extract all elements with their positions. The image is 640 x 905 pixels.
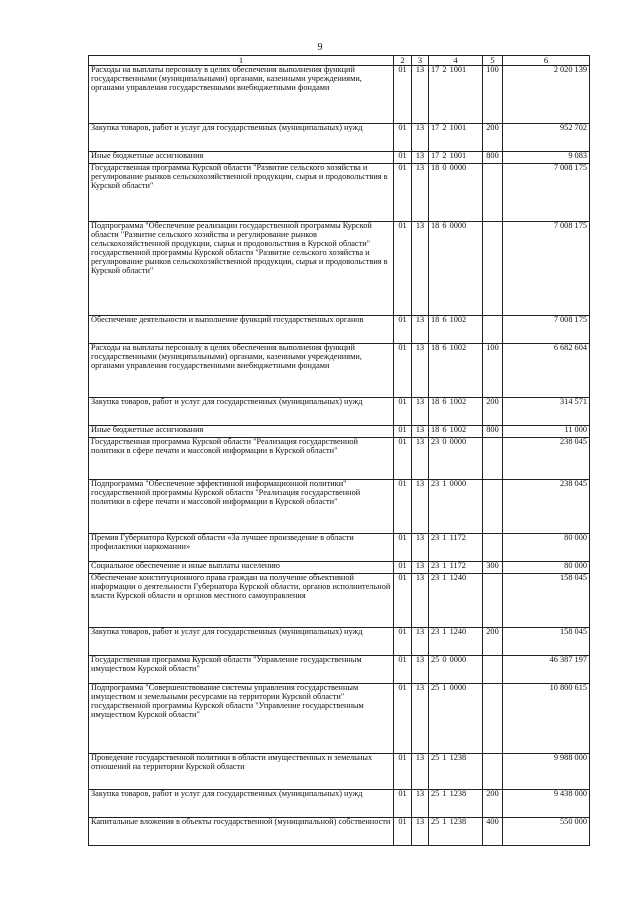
row-amount: 952 702 [503, 124, 590, 152]
row-expense-type [483, 656, 503, 684]
row-name: Государственная программа Курской области "Реализация государственной политики в сфере печати и массовой информации в Курской области" [89, 438, 394, 480]
column-header-2: 2 [394, 56, 412, 66]
row-amount: 7 008 175 [503, 164, 590, 222]
row-section: 01 [394, 152, 412, 164]
row-expense-type [483, 316, 503, 344]
table-row [89, 222, 590, 316]
row-expense-type [483, 164, 503, 222]
row-subsection: 13 [412, 628, 429, 656]
row-name: Иные бюджетные ассигнования [89, 426, 394, 438]
row-section: 01 [394, 656, 412, 684]
row-name: Закупка товаров, работ и услуг для государственных (муниципальных) нужд [89, 124, 394, 152]
row-name: Проведение государственной политики в области имущественных и земельных отношений на территории Курской области [89, 754, 394, 790]
row-amount: 314 571 [503, 398, 590, 426]
row-amount: 550 000 [503, 818, 590, 846]
row-subsection: 13 [412, 398, 429, 426]
row-amount: 2 020 139 [503, 66, 590, 124]
row-target-article: 17 2 1001 [429, 66, 483, 124]
row-amount: 238 045 [503, 438, 590, 480]
row-target-article: 25 0 0000 [429, 656, 483, 684]
row-name: Обеспечение деятельности и выполнение функций государственных органов [89, 316, 394, 344]
row-target-article: 18 6 1002 [429, 316, 483, 344]
row-section: 01 [394, 684, 412, 754]
row-subsection: 13 [412, 656, 429, 684]
row-target-article: 17 2 1001 [429, 124, 483, 152]
row-target-article: 18 6 1002 [429, 426, 483, 438]
table-row [89, 344, 590, 398]
row-section: 01 [394, 818, 412, 846]
row-amount: 158 045 [503, 574, 590, 628]
row-name: Закупка товаров, работ и услуг для государственных (муниципальных) нужд [89, 398, 394, 426]
row-section: 01 [394, 398, 412, 426]
row-amount: 7 008 175 [503, 222, 590, 316]
row-section: 01 [394, 124, 412, 152]
row-name: Капитальные вложения в объекты государственной (муниципальной) собственности [89, 818, 394, 846]
table-row [89, 124, 590, 152]
row-name: Закупка товаров, работ и услуг для государственных (муниципальных) нужд [89, 790, 394, 818]
table-row [89, 398, 590, 426]
row-expense-type: 200 [483, 398, 503, 426]
row-name: Закупка товаров, работ и услуг для государственных (муниципальных) нужд [89, 628, 394, 656]
row-target-article: 18 6 0000 [429, 222, 483, 316]
row-expense-type: 100 [483, 344, 503, 398]
row-target-article: 23 0 0000 [429, 438, 483, 480]
column-header-4: 4 [429, 56, 483, 66]
row-amount: 9 438 000 [503, 790, 590, 818]
row-expense-type [483, 534, 503, 562]
column-header-5: 5 [483, 56, 503, 66]
row-name: Премия Губернатора Курской области «За лучшее произведение в области профилактики наркомании» [89, 534, 394, 562]
row-section: 01 [394, 344, 412, 398]
table-row [89, 66, 590, 124]
row-target-article: 23 1 0000 [429, 480, 483, 534]
row-name: Расходы на выплаты персоналу в целях обеспечения выполнения функций государственными (муниципальными) органами, казенными учреждениями, органами управления государственными внебюджетными фондами [89, 66, 394, 124]
row-section: 01 [394, 316, 412, 344]
row-name: Социальное обеспечение и иные выплаты населению [89, 562, 394, 574]
row-expense-type: 400 [483, 818, 503, 846]
row-subsection: 13 [412, 344, 429, 398]
row-target-article: 18 6 1002 [429, 398, 483, 426]
row-expense-type: 100 [483, 66, 503, 124]
row-target-article: 18 0 0000 [429, 164, 483, 222]
table-row [89, 426, 590, 438]
table-header-row [89, 56, 590, 66]
row-expense-type [483, 574, 503, 628]
row-name: Обеспечение конституционного права граждан на получение объективной информации о деятельности Губернатора Курской области, органов исполнительной власти Курской области и органов местного самоуправления [89, 574, 394, 628]
row-section: 01 [394, 164, 412, 222]
row-name: Подпрограмма "Обеспечение эффективной информационной политики" государственной программы Курской области "Реализация государственной политики в сфере печати и массовой информации в Курской области" [89, 480, 394, 534]
table-row [89, 534, 590, 562]
row-section: 01 [394, 790, 412, 818]
row-target-article: 25 1 0000 [429, 684, 483, 754]
row-expense-type: 800 [483, 152, 503, 164]
table-row [89, 684, 590, 754]
row-name: Подпрограмма "Обеспечение реализации государственной программы Курской области "Развитие сельского хозяйства и регулирование рынков сельскохозяйственной продукции, сырья и продовольствия в Курской области" государственной программы Курской области "Развитие сельского хозяйства и регулирование рынков сельскохозяйственной продукции, сырья и продовольствия в Курской области" [89, 222, 394, 316]
row-subsection: 13 [412, 222, 429, 316]
row-name: Подпрограмма "Совершенствование системы управления государственным имуществом и земельными ресурсами на территории Курской области" государственной программы Курской области "Управление государственным имуществом Курской области" [89, 684, 394, 754]
row-expense-type [483, 480, 503, 534]
column-header-6: 6 [503, 56, 590, 66]
row-amount: 46 387 197 [503, 656, 590, 684]
row-target-article: 17 2 1001 [429, 152, 483, 164]
row-amount: 6 682 604 [503, 344, 590, 398]
table-row [89, 562, 590, 574]
row-expense-type: 800 [483, 426, 503, 438]
row-subsection: 13 [412, 790, 429, 818]
row-subsection: 13 [412, 426, 429, 438]
row-subsection: 13 [412, 438, 429, 480]
row-subsection: 13 [412, 152, 429, 164]
row-section: 01 [394, 426, 412, 438]
row-expense-type [483, 754, 503, 790]
row-target-article: 25 1 1238 [429, 790, 483, 818]
row-name: Государственная программа Курской области "Управление государственным имуществом Курской области" [89, 656, 394, 684]
row-target-article: 23 1 1240 [429, 628, 483, 656]
row-amount: 80 000 [503, 534, 590, 562]
row-target-article: 25 1 1238 [429, 818, 483, 846]
row-section: 01 [394, 754, 412, 790]
table-row [89, 628, 590, 656]
row-section: 01 [394, 574, 412, 628]
row-target-article: 18 6 1002 [429, 344, 483, 398]
row-amount: 9 083 [503, 152, 590, 164]
row-expense-type: 300 [483, 562, 503, 574]
row-amount: 11 000 [503, 426, 590, 438]
row-subsection: 13 [412, 164, 429, 222]
row-amount: 158 045 [503, 628, 590, 656]
row-target-article: 23 1 1240 [429, 574, 483, 628]
row-amount: 7 008 175 [503, 316, 590, 344]
table-row [89, 152, 590, 164]
row-expense-type [483, 684, 503, 754]
row-subsection: 13 [412, 818, 429, 846]
row-subsection: 13 [412, 534, 429, 562]
row-subsection: 13 [412, 316, 429, 344]
row-section: 01 [394, 66, 412, 124]
row-target-article: 23 1 1172 [429, 562, 483, 574]
page-number: 9 [317, 42, 323, 53]
table-row [89, 790, 590, 818]
row-subsection: 13 [412, 480, 429, 534]
row-target-article: 25 1 1238 [429, 754, 483, 790]
table-row [89, 438, 590, 480]
row-expense-type [483, 438, 503, 480]
row-name: Государственная программа Курской области "Развитие сельского хозяйства и регулирование рынков сельскохозяйственной продукции, сырья и продовольствия в Курской области" [89, 164, 394, 222]
row-section: 01 [394, 534, 412, 562]
row-section: 01 [394, 222, 412, 316]
row-subsection: 13 [412, 754, 429, 790]
row-section: 01 [394, 438, 412, 480]
table-row [89, 480, 590, 534]
row-subsection: 13 [412, 684, 429, 754]
row-target-article: 23 1 1172 [429, 534, 483, 562]
row-name: Иные бюджетные ассигнования [89, 152, 394, 164]
row-subsection: 13 [412, 562, 429, 574]
row-amount: 9 988 000 [503, 754, 590, 790]
table-row [89, 818, 590, 846]
row-subsection: 13 [412, 124, 429, 152]
table-row [89, 574, 590, 628]
row-name: Расходы на выплаты персоналу в целях обеспечения выполнения функций государственными (муниципальными) органами, казенными учреждениями, органами управления государственными внебюджетными фондами [89, 344, 394, 398]
table-row [89, 164, 590, 222]
row-section: 01 [394, 628, 412, 656]
table-row [89, 656, 590, 684]
row-expense-type [483, 222, 503, 316]
row-amount: 10 800 615 [503, 684, 590, 754]
row-subsection: 13 [412, 574, 429, 628]
row-expense-type: 200 [483, 790, 503, 818]
row-expense-type: 200 [483, 124, 503, 152]
row-section: 01 [394, 562, 412, 574]
row-amount: 80 000 [503, 562, 590, 574]
table-row [89, 316, 590, 344]
budget-table [88, 55, 590, 846]
column-header-3: 3 [412, 56, 429, 66]
row-amount: 238 045 [503, 480, 590, 534]
column-header-1: 1 [89, 56, 394, 66]
row-subsection: 13 [412, 66, 429, 124]
table-row [89, 754, 590, 790]
row-expense-type: 200 [483, 628, 503, 656]
row-section: 01 [394, 480, 412, 534]
